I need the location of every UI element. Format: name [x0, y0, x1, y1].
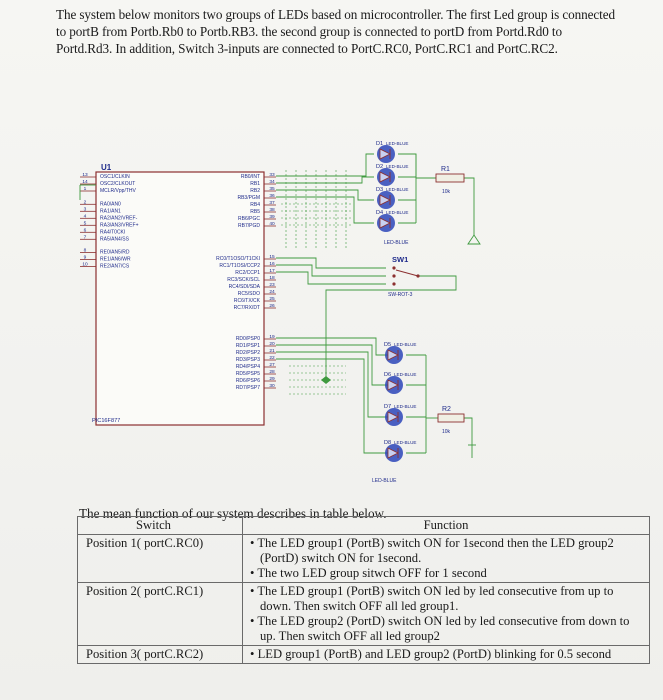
row-2-bullet-1: • The LED group1 (PortB) switch ON led by led consecutive from up to down. Then switch OFF all led group1.	[250, 584, 614, 613]
pin-name-label: RC6/TX/CK	[233, 298, 260, 304]
pin-number-label: 18	[269, 276, 275, 281]
pin-name-label: RA1/AN1	[100, 208, 121, 215]
pin-name-label: RB5	[250, 209, 260, 215]
pin-name-label: RE2/AN7/CS	[100, 263, 130, 270]
pin-name-label: RE0/AN5/RD	[100, 249, 130, 256]
pin-number-label: 7	[83, 235, 87, 241]
pin-name-label: RB2	[250, 188, 260, 194]
pin-number-label: 25	[269, 297, 275, 302]
pin-number-label: 23	[269, 283, 275, 288]
led-value-label: LED-BLUE	[386, 164, 409, 169]
row-3-bullet-1-text: LED group1 (PortB) and LED group2 (PortD) blinking for 0.5 second	[257, 647, 612, 661]
header-switch: Switch	[78, 517, 243, 535]
row-2-bullet-1-text: The LED group1 (PortB) switch ON led by led consecutive from up to down. Then switch OFF all led group1.	[257, 584, 614, 613]
pin-name-label: RC4/SDI/SDA	[228, 284, 260, 290]
switch-part-label: SW-ROT-3	[388, 292, 413, 298]
led-value-label: LED-BLUE	[394, 342, 417, 347]
ground-icon	[468, 445, 476, 458]
pin-number-label: 38	[269, 208, 275, 213]
pin-name-label: RD2/PSP2	[235, 350, 260, 356]
led-value-label: LED-BLUE	[386, 141, 409, 146]
led-value-label: LED-BLUE	[386, 187, 409, 192]
pin-number-label: 39	[269, 215, 275, 220]
pin-name-label: RA0/AN0	[100, 201, 121, 208]
table-row	[78, 646, 650, 664]
circuit-schematic	[76, 100, 496, 495]
pin-name-label: RB0/INT	[240, 174, 260, 180]
led-ref-label: D4	[376, 210, 384, 216]
pin-number-label: 2	[83, 200, 87, 206]
pin-name-label: RE1/AN6/WR	[100, 256, 131, 263]
row-3-function	[243, 646, 650, 664]
pin-number-label: 9	[83, 255, 87, 261]
pin-name-label: RA2/AN2/VREF-	[100, 215, 138, 222]
led-ref-label: D8	[384, 440, 392, 446]
table-row	[78, 583, 650, 646]
row-1-bullet-1: • The LED group1 (PortB) switch ON for 1second then the LED group2 (PortD) switch ON for 1second.	[250, 536, 614, 565]
pin-number-label: 20	[269, 342, 275, 347]
row-1-bullet-2-text: The two LED group sitwch OFF for 1 second	[257, 566, 487, 580]
led-value-label: LED-BLUE	[394, 404, 417, 409]
pin-number-label: 36	[269, 194, 275, 199]
pin-number-label: 15	[269, 255, 275, 260]
power-arrow-icon	[468, 235, 480, 244]
mcu-block	[80, 163, 276, 425]
table-caption: The mean function of our system describes in table below.	[79, 506, 387, 521]
led-ref-label: D5	[384, 342, 392, 348]
led-group-2	[384, 342, 416, 462]
r2-value-label: 10k	[442, 429, 451, 435]
pin-number-label: 24	[269, 290, 275, 295]
header-function: Function	[243, 517, 650, 535]
mcu-ref-label: U1	[101, 163, 112, 172]
pin-number-label: 37	[269, 201, 275, 206]
pin-number-label: 8	[83, 248, 87, 254]
led-value-label: LED-BLUE	[394, 440, 417, 445]
pin-name-label: RB3/PGM	[237, 195, 260, 201]
pin-name-label: RB6/PGC	[238, 216, 260, 222]
pin-number-label: 1	[83, 187, 87, 192]
row-3-bullet-1: • LED group1 (PortB) and LED group2 (PortD) blinking for 0.5 second	[250, 647, 612, 661]
table-row	[78, 535, 650, 583]
pin-name-label: RC7/RX/DT	[233, 305, 260, 311]
pin-name-label: RA5/AN4/SS	[100, 236, 129, 243]
pin-number-label: 21	[269, 349, 275, 354]
pin-number-label: 16	[269, 262, 275, 267]
led-value-label: LED-BLUE	[394, 372, 417, 377]
pin-number-label: 40	[269, 222, 275, 227]
pin-name-label: RC3/SCK/SCL	[227, 277, 260, 283]
pin-name-label: RD4/PSP4	[235, 364, 260, 370]
row-2-bullet-2: • The LED group2 (PortD) switch ON led by led consecutive from down to up. Then switch OFF all led group2	[250, 614, 630, 643]
r1-value-label: 10k	[442, 189, 451, 195]
row-2-bullet-2-text: The LED group2 (PortD) switch ON led by led consecutive from down to up. Then switch OFF all led group2	[257, 614, 630, 643]
pin-number-label: 5	[83, 221, 87, 227]
pin-name-label: RA3/AN3/VREF+	[100, 222, 139, 229]
pin-number-label: 14	[82, 180, 88, 185]
pin-number-label: 6	[83, 228, 87, 234]
pin-name-label: RC5/SDO	[237, 291, 260, 297]
mcu-portd-pins	[236, 334, 276, 391]
junction-diamond-icon	[321, 376, 331, 384]
led-ref-label: D2	[376, 164, 384, 170]
led-ref-label: D6	[384, 372, 392, 378]
group2-value-label: LED-BLUE	[372, 478, 397, 484]
pin-number-label: 22	[269, 356, 275, 361]
pin-number-label: 10	[82, 262, 88, 268]
row-3-switch: Position 3( portC.RC2)	[78, 646, 243, 664]
resistor-r2	[438, 406, 476, 458]
pin-name-label: RD0/PSP0	[235, 336, 260, 342]
intro-paragraph: The system below monitors two groups of LEDs based on microcontroller. The first Led group is connected to portB from Portb.Rb0 to Portb.RB3. the second group is connected to portD from Portd.Rd0 to Portd.Rd3. In addition, Switch 3-inputs are connected to PortC.RC0, PortC.RC1 and PortC.RC2.	[56, 7, 615, 56]
rotary-switch	[321, 255, 420, 384]
pin-name-label: OSC2/CLKOUT	[100, 181, 136, 187]
row-2-function	[243, 583, 650, 646]
mcu-part-label: PIC16F877	[92, 418, 121, 424]
row-1-function	[243, 535, 650, 583]
function-table	[77, 516, 650, 664]
pin-number-label: 3	[83, 207, 87, 213]
led-group-1	[376, 141, 408, 232]
table-header-row	[78, 517, 650, 535]
pin-name-label: RA4/T0CKI	[100, 229, 126, 236]
pin-number-label: 29	[269, 377, 275, 382]
pin-number-label: 34	[269, 180, 275, 185]
r1-ref-label: R1	[441, 166, 450, 173]
pin-number-label: 35	[269, 187, 275, 192]
pin-name-label: RB4	[250, 202, 260, 208]
pin-name-label: MCLR/Vpp/THV	[100, 188, 136, 194]
pin-name-label: RD6/PSP6	[235, 378, 260, 384]
pin-name-label: OSC1/CLKIN	[100, 174, 130, 180]
led-ref-label: D3	[376, 187, 384, 193]
r2-ref-label: R2	[442, 406, 451, 413]
pin-number-label: 27	[269, 363, 275, 368]
pin-number-label: 28	[269, 370, 275, 375]
pin-number-label: 19	[269, 335, 275, 340]
pin-name-label: RD7/PSP7	[235, 385, 260, 391]
pin-number-label: 4	[83, 214, 87, 220]
pin-name-label: RC0/T1OSO/T1CKI	[216, 256, 260, 262]
row-1-bullet-1-text: The LED group1 (PortB) switch ON for 1second then the LED group2 (PortD) switch ON for 1second.	[257, 536, 614, 565]
pin-name-label: RB1	[250, 181, 260, 187]
led-ref-label: D7	[384, 404, 392, 410]
pin-name-label: RC2/CCP1	[235, 270, 260, 276]
pin-number-label: 33	[269, 173, 275, 178]
pin-number-label: 17	[269, 269, 275, 274]
pin-name-label: RB7/PGD	[238, 223, 260, 229]
row-1-bullet-2: • The two LED group sitwch OFF for 1 second	[250, 566, 487, 580]
pin-name-label: RD1/PSP1	[235, 343, 260, 349]
led-ref-label: D1	[376, 141, 384, 147]
group1-value-label: LED-BLUE	[384, 240, 409, 246]
pin-number-label: 26	[269, 304, 275, 309]
pin-number-label: 13	[82, 173, 88, 178]
led-value-label: LED-BLUE	[386, 210, 409, 215]
switch-ref-label: SW1	[392, 255, 409, 264]
pin-number-label: 30	[269, 384, 275, 389]
pin-name-label: RD3/PSP3	[235, 357, 260, 363]
row-1-switch: Position 1( portC.RC0)	[78, 535, 243, 583]
row-2-switch: Position 2( portC.RC1)	[78, 583, 243, 646]
pin-name-label: RC1/T1OSI/CCP2	[219, 263, 260, 269]
pin-name-label: RD5/PSP5	[235, 371, 260, 377]
